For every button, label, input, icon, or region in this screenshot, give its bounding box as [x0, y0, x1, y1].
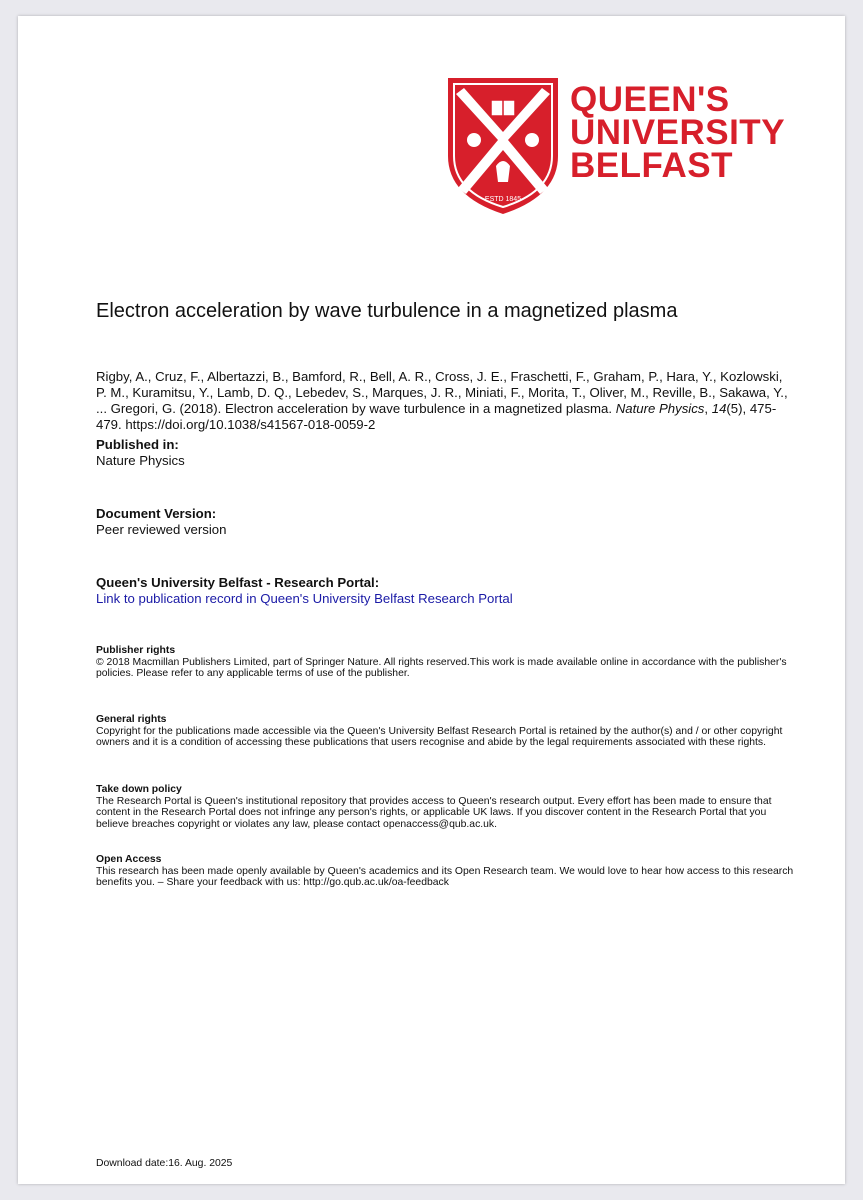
download-date: Download date:16. Aug. 2025	[96, 1158, 233, 1169]
wordmark-line-3: BELFAST	[570, 146, 733, 185]
research-portal-section	[96, 575, 796, 607]
published-in-label: Published in:	[96, 437, 179, 452]
document-version-label: Document Version:	[96, 506, 217, 521]
citation-journal: Nature Physics	[615, 401, 705, 416]
publisher-rights-section	[96, 645, 796, 680]
document-title: Electron acceleration by wave turbulence in a magnetized plasma	[96, 300, 678, 322]
citation-pages-doi: (5), 475-479. https://doi.org/10.1038/s41567-018-0059-2	[96, 401, 777, 432]
university-logo	[448, 78, 788, 218]
university-wordmark	[570, 80, 786, 185]
document-version-value: Peer reviewed version	[96, 522, 227, 537]
citation: Rigby, A., Cruz, F., Albertazzi, B., Bamford, R., Bell, A. R., Cross, J. E., Fraschetti, F., Graham, P., Hara, Y., Kozlowski, P. M., Kuramitsu, Y., Lamb, D. Q., Lebedev, S., Marques, J. R., Miniati, F., Morita, T., Oliver, M., Reville, B., Sakawa, Y., ... Gregori, G. (2018). Electron acceleration by wave turbulence in a magnetized plasma. Nature Physics, 14(5), 475-479. https://doi.org/10.1038/s41567-018-0059-2	[96, 369, 788, 432]
take-down-policy-section	[96, 784, 796, 830]
svg-text:ESTD 1845: ESTD 1845	[484, 196, 522, 203]
document-page	[18, 16, 845, 1184]
research-portal-label: Queen's University Belfast - Research Portal:	[96, 575, 380, 590]
citation-authors-title: Rigby, A., Cruz, F., Albertazzi, B., Bamford, R., Bell, A. R., Cross, J. E., Fraschetti, F., Graham, P., Hara, Y., Kozlowski, P. M., Kuramitsu, Y., Lamb, D. Q., Lebedev, S., Marques, J. R., Miniati, F., Morita, T., Oliver, M., Reville, B., Sakawa, Y., ... Gregori, G. (2018). Electron acceleration by wave turbulence in a magnetized plasma.	[96, 369, 788, 416]
wordmark-line-2: UNIVERSITY	[570, 113, 786, 152]
published-in-value: Nature Physics	[96, 453, 185, 468]
take-down-policy-text: The Research Portal is Queen's institutional repository that provides access to Queen's research output. Every effort has been made to ensure that content in the Research Portal does not infringe any person's rights, or applicable UK laws. If you discover content in the Research Portal that you believe breaches copyright or violates any law, please contact openaccess@qub.ac.uk.	[96, 795, 772, 830]
publisher-rights-label: Publisher rights	[96, 645, 176, 656]
general-rights-section	[96, 714, 796, 749]
publisher-rights-text: © 2018 Macmillan Publishers Limited, part of Springer Nature. All rights reserved.This work is made available online in accordance with the publisher's policies. Please refer to any applicable terms of use of the publisher.	[96, 656, 787, 679]
open-access-text: This research has been made openly available by Queen's academics and its Open Research team. We would love to hear how access to this research benefits you. – Share your feedback with us: http://go.qub.ac.uk/oa-feedback	[96, 865, 794, 888]
open-access-label: Open Access	[96, 854, 162, 865]
publication-record-link[interactable]: Link to publication record in Queen's University Belfast Research Portal	[96, 591, 513, 606]
citation-volume: 14	[711, 401, 727, 416]
general-rights-label: General rights	[96, 714, 167, 725]
document-version-section	[96, 506, 796, 538]
wordmark-line-1: QUEEN'S	[570, 80, 730, 119]
take-down-policy-label: Take down policy	[96, 784, 182, 795]
published-in-section	[96, 437, 796, 469]
general-rights-text: Copyright for the publications made accessible via the Queen's University Belfast Research Portal is retained by the author(s) and / or other copyright owners and it is a condition of accessing these publications that users recognise and abide by the legal requirements associated with these rights.	[96, 725, 783, 748]
open-access-section	[96, 854, 796, 889]
shield-crest-icon	[448, 78, 558, 214]
